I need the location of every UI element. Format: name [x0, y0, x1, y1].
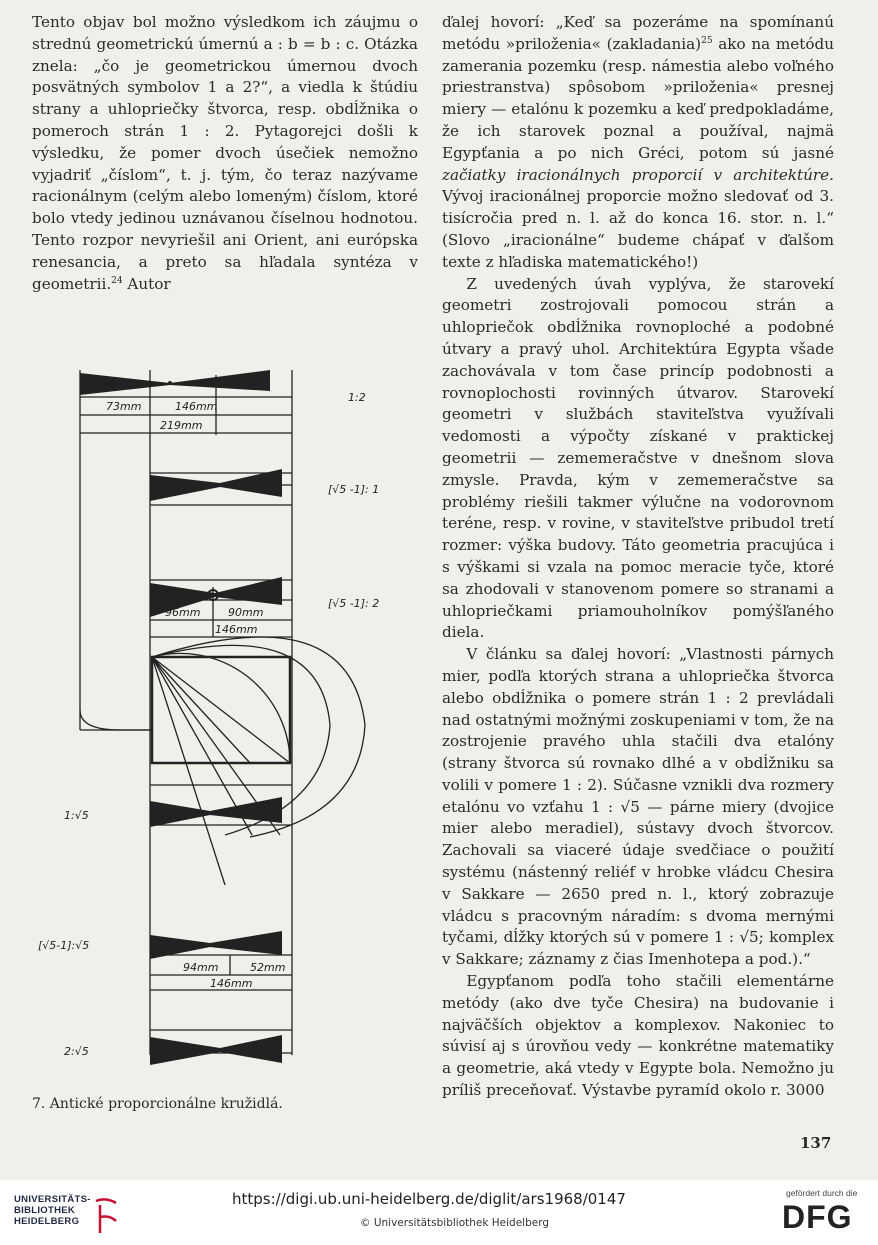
institution-name: UNIVERSITÄTS- BIBLIOTHEK HEIDELBERG — [14, 1194, 91, 1227]
measure-73mm: 73mm — [106, 400, 142, 413]
ratio-label-1-2: 1:2 — [348, 391, 366, 404]
measure-146mm-bottom: 146mm — [210, 977, 253, 990]
permalink-url[interactable]: https://digi.ub.uni-heidelberg.de/diglit/ars1968/0147 — [232, 1190, 626, 1208]
funding-note: gefördert durch die — [786, 1188, 858, 1198]
library-logo-icon — [14, 1193, 124, 1237]
measure-146mm-top: 146mm — [175, 400, 218, 413]
measure-94mm: 94mm — [183, 961, 219, 974]
ratio-label-sqrt5-minus-1-to-sqrt5: [√5-1]:√5 — [38, 939, 90, 952]
measure-219mm: 219mm — [160, 419, 203, 432]
right-paragraph-3: V článku sa ďalej hovorí: „Vlastnosti párnych mier, podľa ktorých strana a uhlopriečka štvorca alebo obdĺžnika o pomere strán 1 : 2 prevládali nad ostatnými možnými zoskupeniami v tom, že na zostrojenie pravého uhla stačili dva etalóny (strany štvorca sú rovnako dlhé a v obdĺžniku sa volili v pomere 1 : 2). Súčasne vznikli dva rozmery etalónu vo vzťahu 1 : √5 — párne miery (dvojice mier alebo meradiel), sústavy dvoch štvorcov. Zachovali sa viaceré údaje svedčiace o použití systému (nástenný reliéf v hrobke vládcu Chesira v Sakkare — 2650 pred n. l., ktorý zobrazuje vládcu s pracovným náradím: s dvoma mernými tyčami, dĺžky ktorých sú v pomere 1 : √5; komplex v Sakkare; záznamy z čias Imenhotepa a pod.).“ — [442, 645, 834, 969]
right-column-text — [442, 12, 834, 1102]
dfg-logo: DFG — [782, 1199, 853, 1235]
digitization-footer — [0, 1180, 878, 1245]
ratio-label-1-to-sqrt5: 1:√5 — [64, 809, 89, 822]
emphasis-text: začiatky iracionálnych proporcií v architektúre. — [442, 165, 834, 184]
left-paragraph-1: Tento objav bol možno výsledkom ich záujmu o strednú geometrickú úmernú a : b = b : c. Otázka znela: „čo je geometrickou úmernou dvoch posvätných symbolov 1 a 2?“, a viedla k štúdiu strany a uhlopriečky štvorca, resp. obdĺžnika o pomeroch strán 1 : 2. Pytagorejci došli k výsledku, že pomer dvoch úsečiek nemožno vyjadriť „číslom“, t. j. tým, čo teraz nazývame racionálnym (celým alebo lomeným) číslom, ktoré bolo vtedy jedinou uznávanou číselnou hodnotou. Tento rozpor nevyriešil ani Orient, ani európska renesancia, a preto sa hľadala syntéza v geometrii.$^{24}$ Autor — [32, 13, 418, 293]
measure-52mm: 52mm — [250, 961, 286, 974]
right-paragraph-2: Z uvedených úvah vyplýva, že starovekí geometri zostrojovali pomocou strán a uhlopriečok obdĺžnika rovnoploché a podobné útvary a pravý uhol. Architektúra Egypta všade zachovávala v tom čase princíp podobnosti a rovnoplochosti rovinných útvarov. Starovekí geometri v službách staviteľstva využívali vedomosti a výpočty získané v praktickej geometrii — zememeračstve v dnešnom slova zmysle. Pravda, kým v zememeračstve sa problémy riešili takmer výlučne na vodorovnom teréne, resp. v rovine, v staviteľstve pribudol tretí rozmer: výška budovy. Táto geometria pracujúca i s výškami si vzala na pomoc meracie tyče, ktoré sa zhodovali v stanovenom pomere so stranami a uhlopriečkami priamouholníkov pomýšľaného diela. — [442, 274, 834, 642]
right-paragraph-4: Egypťanom podľa toho stačili elementárne metódy (ako dve tyče Chesira) na budovanie i najväčších objektov a komplexov. Nakoniec to súvisí aj s úrovňou vedy — konkrétne matematiky a geometrie, aká vtedy v Egypte bola. Nemožno ju príliš preceňovať. Výstavbe pyramíd okolo r. 3000 — [442, 972, 834, 1100]
left-column-text — [32, 12, 418, 295]
ratio-label-2-to-sqrt5: 2:√5 — [64, 1045, 89, 1058]
ratio-label-sqrt5-minus-1-to-1: [√5 -1]: 1 — [328, 483, 380, 496]
measure-96mm: 96mm — [165, 606, 201, 619]
ratio-label-sqrt5-minus-1-to-2: [√5 -1]: 2 — [328, 597, 380, 610]
right-paragraph-1: ďalej hovorí: „Keď sa pozeráme na spomínanú metódu »priloženia« (zakladania)$^{25}$ ako na metódu zamerania pozemku (resp. námestia alebo voľného priestranstva) spôsobom »priloženia« presnej miery — etalónu k pozemku a keď predpokladáme, že ich starovek poznal a používal, najmä Egypťania a po nich Gréci, potom sú jasné začiatky iracionálnych proporcií v architektúre. Vývoj iracionálnej proporcie možno sledovať od 3. tisícročia pred n. l. až do konca 16. stor. n. l.“ (Slovo „iracionálne“ budeme chápať v ďalšom texte z hľadiska matematického!) — [442, 13, 834, 271]
measure-146mm-middle: 146mm — [215, 623, 258, 636]
figure-caption: 7. Antické proporcionálne kružidlá. — [32, 1096, 283, 1112]
footnote-ref-25: 25 — [701, 35, 713, 46]
proportional-dividers-figure — [20, 365, 420, 1090]
footnote-ref-24: 24 — [111, 275, 123, 286]
copyright-notice: © Universitätsbibliothek Heidelberg — [360, 1217, 550, 1229]
page-number: 137 — [800, 1134, 832, 1152]
measure-90mm: 90mm — [228, 606, 264, 619]
